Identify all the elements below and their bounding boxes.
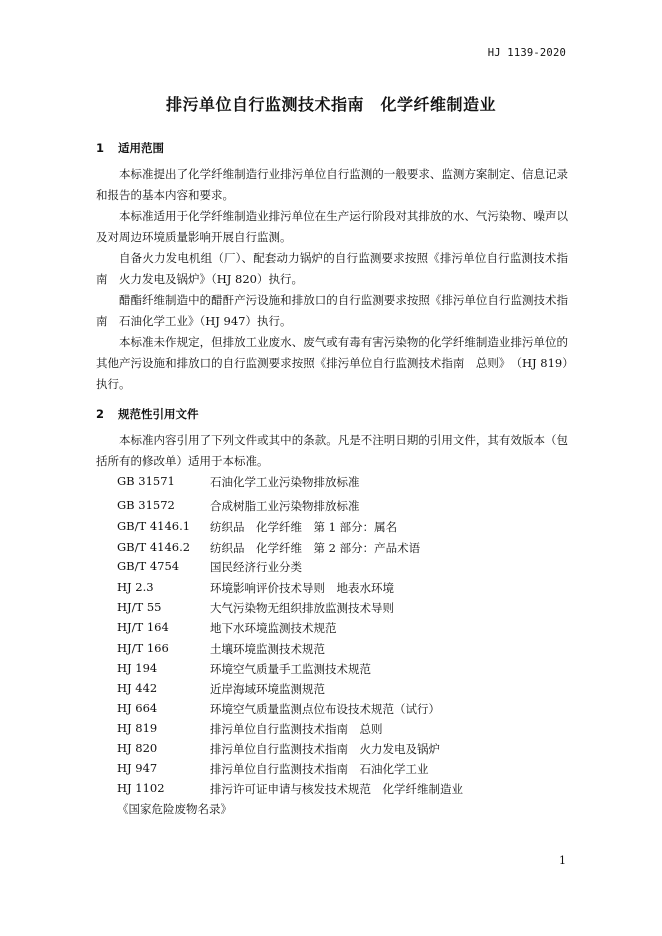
paragraph: 本标准未作规定，但排放工业废水、废气或有毒有害污染物的化学纤维制造业排污单位的其他产污设施和排放口的自行监测要求按照《排污单位自行监测技术指南 总则》 （HJ 819）执行。 [96,335,568,391]
reference-title: 纺织品 化学纤维 第 2 部分：产品术语 [210,541,421,555]
section-number: 1 [96,141,105,155]
reference-title: 大气污染物无组织排放监测技术导则 [210,601,394,615]
paragraph: 本标准内容引用了下列文件或其中的条款。凡是不注明日期的引用文件，其有效版本（包括所有的修改单）适用于本标准。 [96,433,568,468]
standard-number: HJ 1139-2020 [487,47,566,59]
reference-title: 纺织品 化学纤维 第 1 部分：属名 [210,520,398,534]
reference-code: HJ 947 [117,761,158,775]
reference-code: HJ 664 [117,701,158,715]
paragraph: 醋酯纤维制造中的醋酐产污设施和排放口的自行监测要求按照《排污单位自行监测技术指南 石油化学工业》（HJ 947）执行。 [96,293,568,328]
reference-title: 合成树脂工业污染物排放标准 [210,499,360,513]
section-heading-scope [96,140,164,156]
paragraph: 本标准适用于化学纤维制造业排污单位在生产运行阶段对其排放的水、气污染物、噪声以及对周边环境质量影响开展自行监测。 [96,209,568,244]
reference-code: HJ/T 164 [117,620,169,634]
reference-code: HJ 194 [117,661,158,675]
reference-title: 排污单位自行监测技术指南 火力发电及锅炉 [210,742,440,756]
section-heading-normative-references [96,406,199,422]
reference-title: 近岸海域环境监测规范 [210,682,325,696]
reference-title: 地下水环境监测技术规范 [210,621,337,635]
reference-code: HJ/T 55 [117,600,162,614]
reference-code: GB 31571 [117,474,175,488]
section-title: 适用范围 [118,141,164,155]
reference-code: GB/T 4146.1 [117,519,191,533]
reference-code: HJ/T 166 [117,641,169,655]
reference-title: 土壤环境监测技术规范 [210,642,325,656]
reference-title: 排污许可证申请与核发技术规范 化学纤维制造业 [210,782,463,796]
section-number: 2 [96,407,105,421]
reference-title: 石油化学工业污染物排放标准 [210,475,360,489]
reference-title: 环境空气质量监测点位布设技术规范（试行） [210,702,440,716]
reference-code: GB/T 4754 [117,559,180,573]
reference-title: 国民经济行业分类 [210,560,302,574]
reference-code: HJ 820 [117,741,158,755]
paragraph: 本标准提出了化学纤维制造行业排污单位自行监测的一般要求、监测方案制定、信息记录和报告的基本内容和要求。 [96,167,568,202]
page-number: 1 [559,854,566,867]
reference-code: HJ 1102 [117,781,165,795]
extra-reference: 《国家危险废物名录》 [117,802,232,816]
reference-code: GB/T 4146.2 [117,540,191,554]
reference-code: HJ 819 [117,721,158,735]
reference-title: 排污单位自行监测技术指南 石油化学工业 [210,762,429,776]
reference-code: HJ 2.3 [117,580,154,594]
reference-code: GB 31572 [117,498,175,512]
reference-title: 排污单位自行监测技术指南 总则 [210,722,383,736]
reference-title: 环境空气质量手工监测技术规范 [210,662,371,676]
section-title: 规范性引用文件 [118,407,199,421]
reference-title: 环境影响评价技术导则 地表水环境 [210,581,394,595]
document-title: 排污单位自行监测技术指南 化学纤维制造业 [165,95,496,114]
reference-code: HJ 442 [117,681,158,695]
paragraph: 自备火力发电机组（厂）、配套动力锅炉的自行监测要求按照《排污单位自行监测技术指南 火力发电及锅炉》（HJ 820）执行。 [96,251,568,286]
